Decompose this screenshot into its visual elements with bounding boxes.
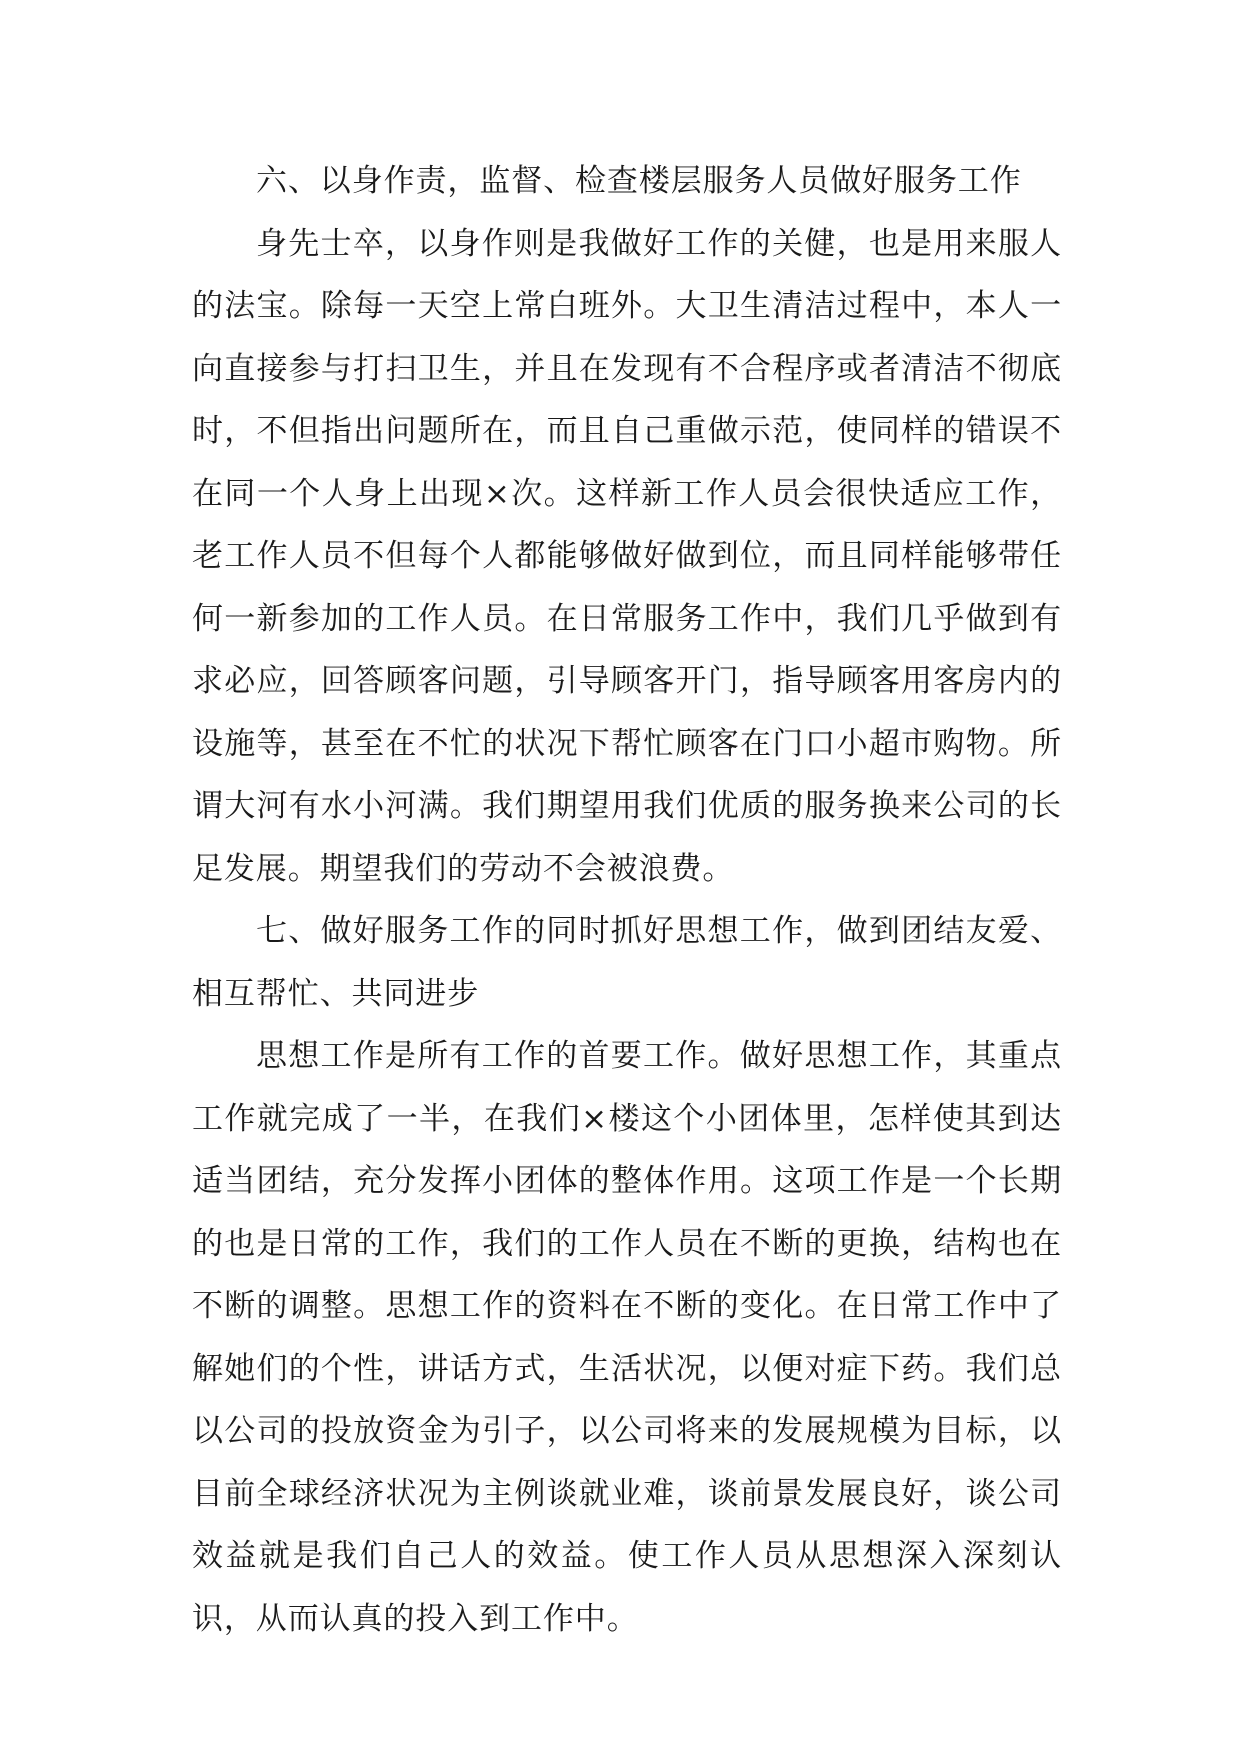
- section-6-heading: 六、以身作责，监督、检查楼层服务人员做好服务工作: [256, 163, 1022, 199]
- document-body: [192, 150, 1062, 1650]
- section-7-body: 思想工作是所有工作的首要工作。做好思想工作，其重点工作就完成了一半，在我们×楼这个小团体里，怎样使其到达适当团结，充分发挥小团体的整体作用。这项工作是一个长期的也是日常的工作，我们的工作人员在不断的更换，结构也在不断的调整。思想工作的资料在不断的变化。在日常工作中了解她们的个性，讲话方式，生活状况，以便对症下药。我们总以公司的投放资金为引子，以公司将来的发展规模为目标，以目前全球经济状况为主例谈就业难，谈前景发展良好，谈公司效益就是我们自己人的效益。使工作人员从思想深入深刻认识，从而认真的投入到工作中。: [192, 1038, 1062, 1637]
- section-7-heading: 七、做好服务工作的同时抓好思想工作，做到团结友爱、相互帮忙、共同进步: [192, 913, 1062, 1012]
- section-6-body: 身先士卒，以身作则是我做好工作的关健，也是用来服人的法宝。除每一天空上常白班外。大卫生清洁过程中，本人一向直接参与打扫卫生，并且在发现有不合程序或者清洁不彻底时，不但指出问题所在，而且自己重做示范，使同样的错误不在同一个人身上出现×次。这样新工作人员会很快适应工作，老工作人员不但每个人都能够做好做到位，而且同样能够带任何一新参加的工作人员。在日常服务工作中，我们几乎做到有求必应，回答顾客问题，引导顾客开门，指导顾客用客房内的设施等，甚至在不忙的状况下帮忙顾客在门口小超市购物。所谓大河有水小河满。我们期望用我们优质的服务换来公司的长足发展。期望我们的劳动不会被浪费。: [192, 225, 1062, 887]
